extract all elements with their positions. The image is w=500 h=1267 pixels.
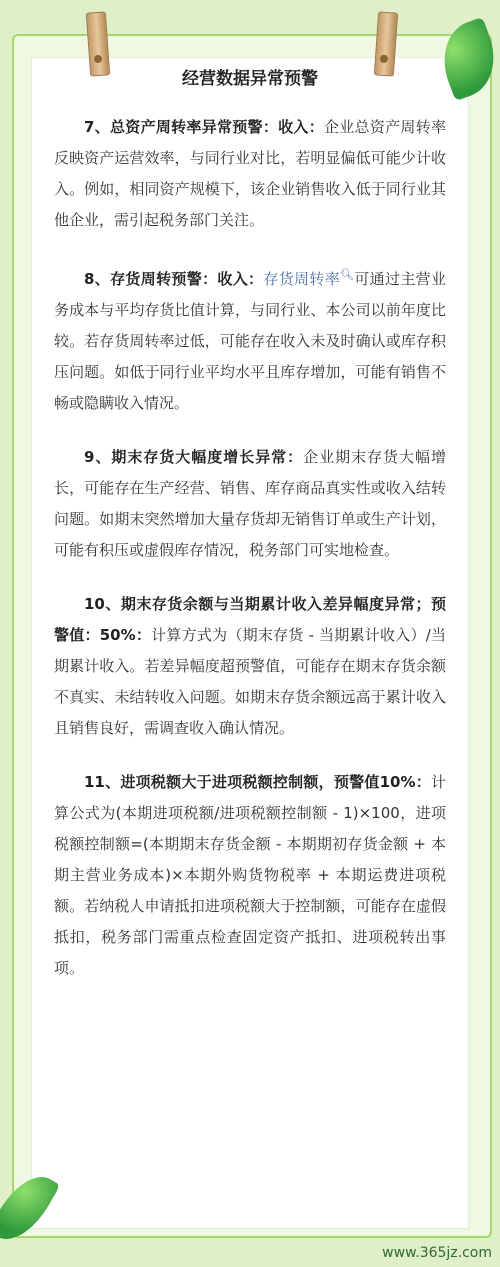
paragraph-heading: 7、总资产周转率异常预警：收入：	[84, 118, 324, 136]
paragraph-text: 企业总资产周转率反映资产运营效率，与同行业对比，若明显偏低可能少计收入。例如，相同资产规模下，该企业销售收入低于同行业其他企业，需引起税务部门关注。	[54, 118, 446, 229]
paragraph-text: 计算公式为(本期进项税额/进项税额控制额 - 1)×100，进项税额控制额=(本期期末存货金额 - 本期期初存货金额 + 本期主营业务成本)×本期外购货物税率 + 本期运费进项税额。若纳税人申请抵扣进项税额大于控制额，可能存在虚假抵扣，税务部门需重点检查固定资产抵扣、进项税转出事项。	[54, 773, 446, 977]
paragraph-heading: 9、期末存货大幅度增长异常：	[84, 448, 304, 466]
paragraph-text: 可通过主营业务成本与平均存货比值计算，与同行业、本公司以前年度比较。若存货周转率过低，可能存在收入未及时确认或库存积压问题。如低于同行业平均水平且库存增加，可能有销售不畅或隐瞒收入情况。	[54, 270, 446, 412]
page-title: 经营数据异常预警	[182, 69, 318, 89]
paragraph-heading: 8、存货周转预警：收入：	[84, 270, 264, 288]
paragraph-8	[54, 259, 446, 419]
inventory-turnover-link[interactable]: 存货周转率	[263, 270, 341, 288]
paragraph-9	[54, 442, 446, 566]
paragraph-heading: 11、进项税额大于进项税额控制额，预警值10%：	[84, 773, 431, 791]
paragraph-11	[54, 767, 446, 984]
paragraph-text: 企业期末存货大幅增长，可能存在生产经营、销售、库存商品真实性或收入结转问题。如期末突然增加大量存货却无销售订单或生产计划，可能有积压或虚假库存情况，税务部门可实地检查。	[54, 448, 446, 559]
paragraph-7	[54, 112, 446, 236]
paragraph-heading: 10、期末存货余额与当期累计收入差异幅度异常；预警值：50%：	[54, 595, 446, 644]
watermark: www.365jz.com	[382, 1245, 492, 1261]
search-icon[interactable]: 🔍︎	[340, 268, 355, 281]
paragraph-10	[54, 589, 446, 744]
paragraph-text: 计算方式为（期末存货 - 当期累计收入）/当期累计收入。若差异幅度超预警值，可能存在期末存货余额不真实、未结转收入问题。如期末存货余额远高于累计收入且销售良好，需调查收入确认情况。	[54, 626, 446, 737]
article-body	[54, 112, 446, 1007]
